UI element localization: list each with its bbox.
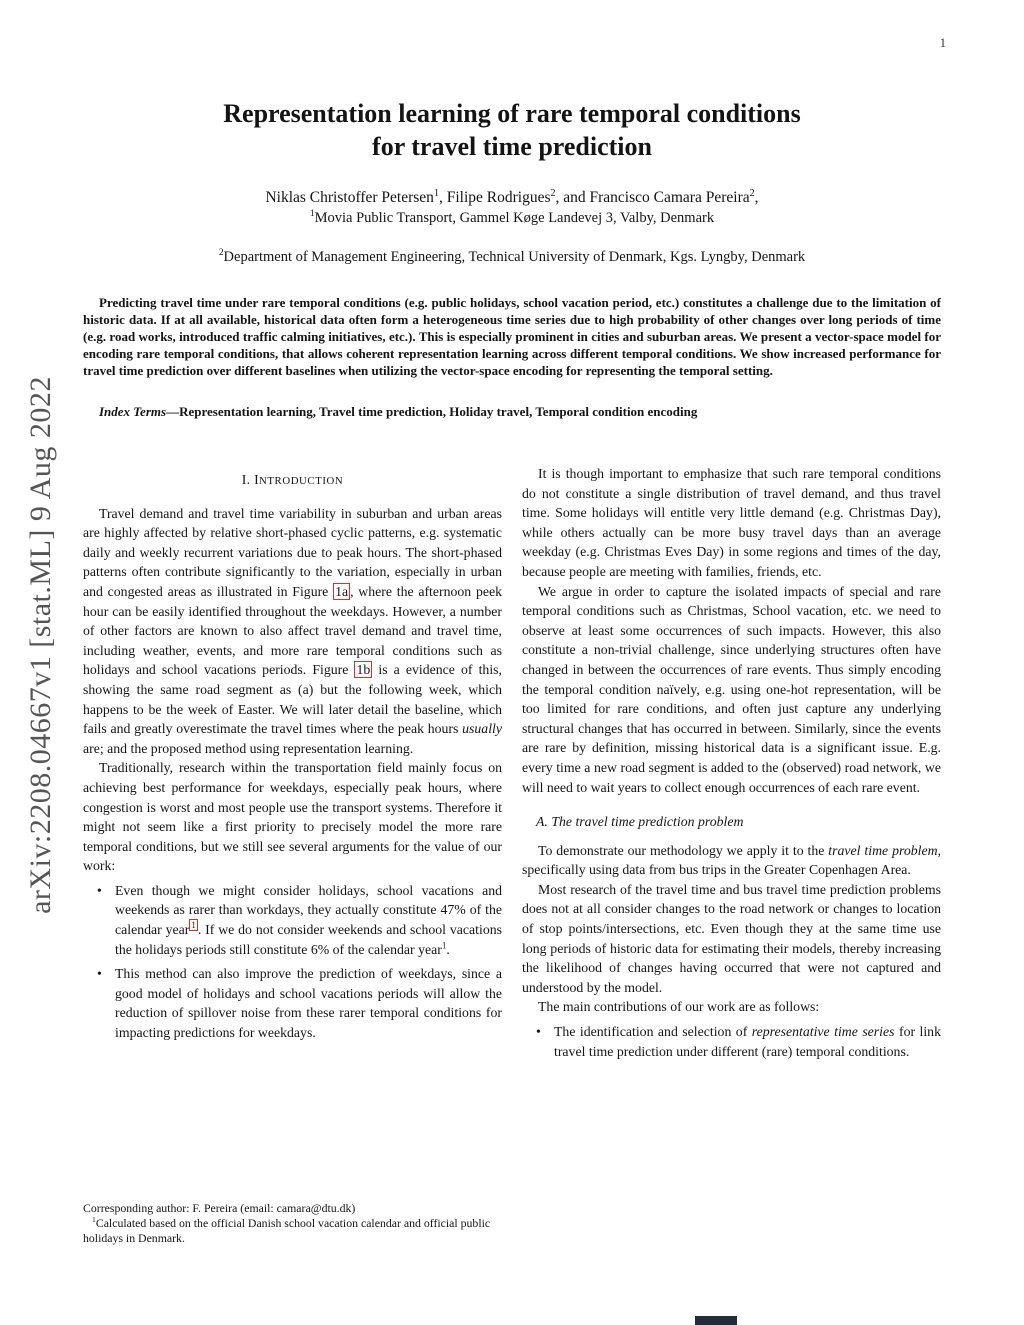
abstract-text: Predicting travel time under rare temporal conditions (e.g. public holidays, school vacation period, etc.) constitutes a challenge due to the limitation of historic data. If at all available, historical data often form a heterogeneous time series due to high probability of other changes over long periods of time (e.g. road works, introduced traffic calming initiatives, etc.). This is especially prominent in cities and suburban areas. We present a vector-space model for encoding rare temporal conditions, that allows coherent representation learning across different temporal conditions. We show increased performance for travel time prediction over different baselines when utilizing the vector-space encoding for representing the temporal setting. bbox=[83, 295, 941, 378]
text-segment: 1 bbox=[433, 187, 439, 199]
footnote-1-ref-link[interactable]: 1 bbox=[191, 920, 196, 931]
text-segment: representative time series bbox=[751, 1024, 895, 1040]
list-item bbox=[522, 1022, 941, 1061]
title-line-1: Representation learning of rare temporal conditions bbox=[223, 99, 801, 128]
left-column bbox=[83, 464, 502, 1246]
bottom-edge-artifact bbox=[695, 1316, 737, 1325]
text-segment: are; and the proposed method using representation learning. bbox=[83, 740, 414, 756]
corresponding-author-note: Corresponding author: F. Pereira (email: camara@dtu.dk) bbox=[83, 1201, 356, 1215]
text-segment: . bbox=[446, 941, 450, 957]
text-segment: 2 bbox=[749, 187, 755, 199]
paper-content bbox=[83, 0, 941, 1246]
text-segment: Calculated based on the official Danish school vacation calendar and official public holidays in Denmark. bbox=[83, 1216, 491, 1245]
bullet-marker: • bbox=[536, 1024, 541, 1040]
text-segment: Index Terms bbox=[99, 404, 167, 419]
right-paragraph-2: We argue in order to capture the isolated impacts of special and rare temporal conditions such as Christmas, School vacation, etc. we need to observe at least some occurrences of such impacts. However, this also constitute a non-trivial challenge, since underlying structures often have changed in between the occurrences of rare events. Thus simply encoding the temporal condition naïvely, e.g. using one-hot representation, will be too limited for rare conditions, and often just capture any underlying structural changes that has occurred in between. Similarly, since the events are rare by definition, missing historical data is a significant issue. E.g. every time a new road segment is added to the (observed) road network, we will need to wait years to collect enough occurrences of each rare event. bbox=[522, 583, 941, 795]
text-segment: 1 bbox=[92, 1215, 96, 1225]
right-paragraph-1: It is though important to emphasize that such rare temporal conditions do not constitute a single distribution of travel demand, and thus travel time. Some holidays will entitle very little demand (e.g. Christmas Day), while others actually can be more busy travel days than an average weekday (e.g. Christmas Eves Day) in some regions and times of the day, because people are meeting with families, friends, etc. bbox=[522, 466, 941, 579]
text-segment: travel time problem bbox=[828, 842, 938, 858]
text-segment: for link travel time prediction under different (rare) temporal conditions. bbox=[554, 1024, 941, 1059]
section-heading-introduction bbox=[83, 470, 502, 492]
text-segment: Department of Management Engineering, Technical University of Denmark, Kgs. Lyngby, Denmark bbox=[223, 249, 806, 265]
page-number: 1 bbox=[939, 36, 946, 50]
figure-1b-ref-link[interactable]: 1b bbox=[356, 662, 371, 678]
text-segment: , where the afternoon peek hour can be easily identified throughout the weekdays. However, a number of other factors are known to also affect travel demand and travel time, including weather, events, and more rare temporal conditions such as holidays and school vacations periods. Figure bbox=[83, 583, 502, 678]
subsection-a-paragraph-1 bbox=[522, 841, 941, 880]
footnote-block bbox=[83, 1201, 502, 1246]
index-terms bbox=[83, 403, 941, 420]
bullet-marker: • bbox=[97, 882, 102, 898]
affiliation-2 bbox=[83, 249, 941, 266]
text-segment: , specifically using data from bus trips in the Greater Copenhagen Area. bbox=[522, 842, 942, 878]
text-segment: , and Francisco Camara Pereira bbox=[555, 189, 750, 206]
text-segment: , Filipe Rodrigues bbox=[438, 189, 551, 206]
intro-paragraph-1 bbox=[83, 504, 502, 759]
bullet-text bbox=[554, 1022, 941, 1061]
text-segment: , bbox=[754, 189, 759, 206]
text-segment: A. The travel time prediction problem bbox=[536, 814, 744, 830]
right-column bbox=[522, 464, 941, 1246]
text-segment: 2 bbox=[550, 187, 556, 199]
title-line-2: for travel time prediction bbox=[372, 132, 652, 161]
text-segment: NTRODUCTION bbox=[259, 475, 344, 487]
subsection-a-paragraph-3: The main contributions of our work are as follows: bbox=[538, 999, 820, 1015]
list-item bbox=[83, 964, 502, 1042]
bullet-text: This method can also improve the prediction of weekdays, since a good model of holidays and school vacations periods will allow the reduction of spillover noise from these rarer temporal conditions for impacting predictions for weekdays. bbox=[115, 966, 502, 1041]
text-segment: Travel demand and travel time variability in suburban and urban areas are highly affected by relative short-phased cyclic patterns, e.g. systematic daily and weekly recurrent variations due to peak hours. The short-phased patterns often contribute significantly to the variation, especially in urban and congested areas as illustrated in Figure bbox=[83, 505, 502, 599]
text-segment: —Representation learning, Travel time prediction, Holiday travel, Temporal condition encoding bbox=[166, 404, 698, 419]
list-item bbox=[83, 881, 502, 959]
intro-paragraph-2: Traditionally, research within the transportation field mainly focus on achieving best performance for weekdays, especially peak hours, where congestion is worst and most people use the transport systems. Therefore it might not seem like a first priority to precisely model the more rare temporal conditions, but we still see several arguments for the value of our work: bbox=[83, 760, 502, 874]
text-segment: Even though we might consider holidays, school vacations and weekends as rarer than workdays, they actually constitute 47% of the calendar year bbox=[115, 882, 502, 938]
affiliation-1 bbox=[83, 210, 941, 227]
arxiv-watermark: arXiv:2208.04667v1 [stat.ML] 9 Aug 2022 bbox=[24, 376, 57, 914]
subsection-a-heading bbox=[522, 812, 941, 832]
text-segment: is a evidence of this, showing the same road segment as (a) but the following week, which happens to be the week of Easter. We will later detail the baseline, which fails and greatly overestimate the travel times where the peak hours bbox=[83, 662, 502, 737]
text-segment: To demonstrate our methodology we apply it to the bbox=[538, 842, 829, 858]
figure-1a-ref-link[interactable]: 1a bbox=[335, 583, 349, 599]
paper-title bbox=[83, 97, 941, 163]
text-segment: 1 bbox=[309, 209, 315, 220]
text-segment: Movia Public Transport, Gammel Køge Landevej 3, Valby, Denmark bbox=[314, 210, 715, 226]
bullet-text bbox=[115, 881, 502, 959]
authors-line bbox=[83, 189, 941, 207]
text-segment: The identification and selection of bbox=[554, 1024, 752, 1040]
footnote-1 bbox=[83, 1216, 502, 1246]
text-segment: Niklas Christoffer Petersen bbox=[265, 189, 434, 206]
text-segment: . If we do not consider weekends and school vacations the holidays periods still constitute 6% of the calendar year bbox=[115, 922, 502, 957]
subsection-a-paragraph-2: Most research of the travel time and bus travel time prediction problems does not at all consider changes to the road network or changes to location of stop points/intersections, etc. Even though they at the same time use long periods of historic data for estimating their models, thereby increasing the likelihood of changes having occurred that were not captured and understood by the model. bbox=[522, 881, 941, 995]
text-segment: 1 bbox=[441, 940, 447, 951]
text-segment: usually bbox=[462, 721, 502, 737]
two-column-body bbox=[83, 464, 941, 1246]
bullet-marker: • bbox=[97, 966, 102, 982]
text-segment: 2 bbox=[218, 248, 224, 259]
text-segment: I. I bbox=[241, 472, 260, 487]
